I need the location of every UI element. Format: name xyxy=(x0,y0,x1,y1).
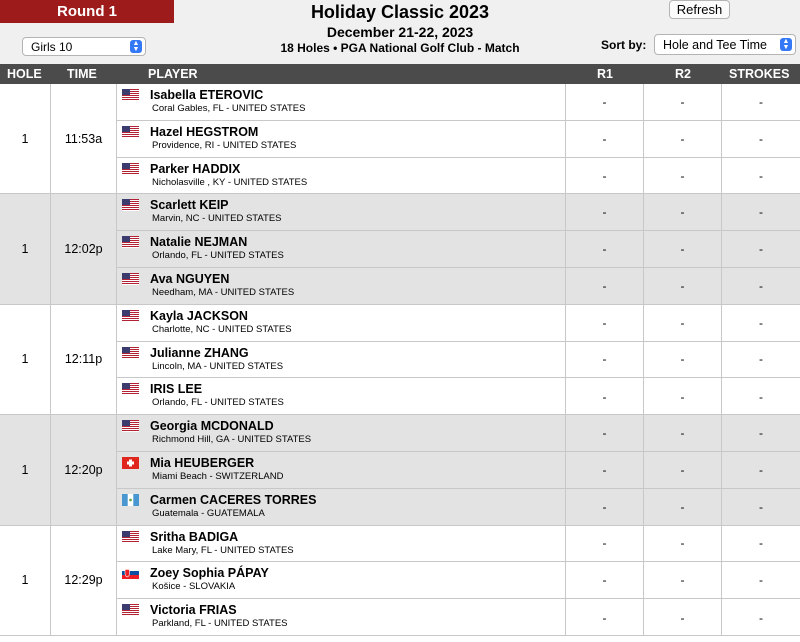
player-name[interactable]: Julianne ZHANG xyxy=(150,345,249,360)
us-flag-icon xyxy=(122,604,139,616)
r1-score: - xyxy=(566,305,644,341)
player-location: Orlando, FL - UNITED STATES xyxy=(152,397,284,409)
us-flag-icon xyxy=(122,236,139,248)
r1-score: - xyxy=(566,489,644,526)
player-location: Nicholasville , KY - UNITED STATES xyxy=(152,176,308,188)
r1-score: - xyxy=(566,562,644,598)
player-cell xyxy=(117,158,566,195)
guatemala-flag-icon xyxy=(122,494,139,506)
player-rows xyxy=(117,194,800,303)
tee-group xyxy=(0,305,800,415)
chevron-updown-icon: ▲ ▼ xyxy=(780,38,792,51)
player-row[interactable] xyxy=(117,526,800,563)
player-cell xyxy=(117,121,566,157)
r1-score: - xyxy=(566,415,644,451)
player-row[interactable] xyxy=(117,121,800,158)
tee-group xyxy=(0,526,800,636)
player-name[interactable]: Parker HADDIX xyxy=(150,161,241,176)
r2-score: - xyxy=(644,194,722,230)
page-header xyxy=(0,0,800,64)
player-row[interactable] xyxy=(117,599,800,636)
player-row[interactable] xyxy=(117,84,800,121)
player-name[interactable]: Victoria FRIAS xyxy=(150,603,237,618)
strokes-score: - xyxy=(759,279,763,294)
strokes-score: - xyxy=(759,389,763,404)
r2-score: - xyxy=(644,305,722,341)
strokes-score: - xyxy=(759,500,763,515)
r1-score: - xyxy=(566,452,644,488)
r2-score: - xyxy=(644,378,722,415)
r1-score: - xyxy=(566,84,644,120)
slovakia-flag-icon xyxy=(122,567,139,579)
player-name[interactable]: Ava NGUYEN xyxy=(150,271,230,286)
time-cell: 12:11p xyxy=(51,305,117,414)
round-tab[interactable]: Round 1 xyxy=(0,0,174,23)
r2-score: - xyxy=(644,121,722,157)
player-location: Lincoln, MA - UNITED STATES xyxy=(152,360,284,372)
player-cell xyxy=(117,194,566,230)
player-row[interactable] xyxy=(117,378,800,415)
column-header-r1[interactable]: R1 xyxy=(597,67,613,81)
strokes-score: - xyxy=(759,242,763,257)
player-row[interactable] xyxy=(117,415,800,452)
strokes-score: - xyxy=(759,426,763,441)
chevron-updown-icon: ▲ ▼ xyxy=(130,40,142,53)
r1-score: - xyxy=(566,121,644,157)
player-location: Richmond Hill, GA - UNITED STATES xyxy=(152,434,312,446)
tournament-title: Holiday Classic 2023 xyxy=(310,2,490,22)
player-rows xyxy=(117,526,800,635)
strokes-score: - xyxy=(759,205,763,220)
player-name[interactable]: Scarlett KEIP xyxy=(150,198,229,213)
r2-score: - xyxy=(644,158,722,195)
strokes-score: - xyxy=(759,94,763,109)
time-cell: 12:20p xyxy=(51,415,117,524)
strokes-score: - xyxy=(759,315,763,330)
player-row[interactable] xyxy=(117,489,800,526)
division-select[interactable] xyxy=(22,37,146,56)
player-row[interactable] xyxy=(117,562,800,599)
player-name[interactable]: Natalie NEJMAN xyxy=(150,235,248,250)
player-rows xyxy=(117,305,800,414)
player-location: Charlotte, NC - UNITED STATES xyxy=(152,323,292,335)
r2-score: - xyxy=(644,489,722,526)
player-location: Parkland, FL - UNITED STATES xyxy=(152,618,288,630)
player-row[interactable] xyxy=(117,231,800,268)
us-flag-icon xyxy=(122,273,139,285)
division-select-value: Girls 10 xyxy=(31,39,73,54)
r1-score: - xyxy=(566,268,644,305)
player-rows xyxy=(117,84,800,193)
column-header-strokes[interactable]: STROKES xyxy=(729,67,790,81)
player-location: Providence, RI - UNITED STATES xyxy=(152,139,297,151)
strokes-score: - xyxy=(759,168,763,183)
player-cell xyxy=(117,489,566,526)
strokes-score: - xyxy=(759,573,763,588)
column-header-player[interactable]: PLAYER xyxy=(148,67,198,81)
us-flag-icon xyxy=(122,126,139,138)
sort-label: Sort by: xyxy=(601,38,647,52)
tournament-dates: December 21-22, 2023 xyxy=(326,24,474,40)
player-cell xyxy=(117,378,566,415)
hole-cell: 1 xyxy=(0,84,51,193)
tee-group xyxy=(0,194,800,304)
time-cell: 12:02p xyxy=(51,194,117,303)
tee-group xyxy=(0,415,800,525)
r1-score: - xyxy=(566,342,644,378)
r2-score: - xyxy=(644,526,722,562)
tee-time-table xyxy=(0,84,800,636)
player-cell xyxy=(117,526,566,562)
r2-score: - xyxy=(644,342,722,378)
strokes-score: - xyxy=(759,610,763,625)
player-cell xyxy=(117,452,566,488)
sort-select[interactable] xyxy=(654,34,796,55)
hole-cell: 1 xyxy=(0,526,51,635)
time-cell: 12:29p xyxy=(51,526,117,635)
r2-score: - xyxy=(644,562,722,598)
r2-score: - xyxy=(644,268,722,305)
player-cell xyxy=(117,231,566,267)
us-flag-icon xyxy=(122,163,139,175)
player-cell xyxy=(117,342,566,378)
player-cell xyxy=(117,268,566,305)
r2-score: - xyxy=(644,84,722,120)
player-name[interactable]: Georgia MCDONALD xyxy=(150,419,274,434)
player-cell xyxy=(117,305,566,341)
r1-score: - xyxy=(566,526,644,562)
us-flag-icon xyxy=(122,199,139,211)
player-location: Guatemala - GUATEMALA xyxy=(152,507,265,519)
strokes-score: - xyxy=(759,536,763,551)
player-location: Lake Mary, FL - UNITED STATES xyxy=(152,544,294,556)
r2-score: - xyxy=(644,599,722,636)
player-row[interactable] xyxy=(117,268,800,305)
player-location: Marvin, NC - UNITED STATES xyxy=(152,213,282,225)
column-header-r2[interactable]: R2 xyxy=(675,67,691,81)
player-cell xyxy=(117,84,566,120)
player-name[interactable]: Mia HEUBERGER xyxy=(150,455,255,470)
r1-score: - xyxy=(566,231,644,267)
player-name[interactable]: IRIS LEE xyxy=(150,382,203,397)
player-name[interactable]: Zoey Sophia PÁPAY xyxy=(150,566,269,581)
player-location: Košice - SLOVAKIA xyxy=(152,581,236,593)
sort-select-value: Hole and Tee Time xyxy=(663,37,767,52)
player-cell xyxy=(117,599,566,636)
player-row[interactable] xyxy=(117,452,800,489)
hole-cell: 1 xyxy=(0,415,51,524)
us-flag-icon xyxy=(122,420,139,432)
player-row[interactable] xyxy=(117,158,800,195)
player-name[interactable]: Isabella ETEROVIC xyxy=(150,88,264,102)
r1-score: - xyxy=(566,158,644,195)
us-flag-icon xyxy=(122,310,139,322)
player-name[interactable]: Hazel HEGSTROM xyxy=(150,124,259,139)
us-flag-icon xyxy=(122,347,139,359)
player-name[interactable]: Carmen CACERES TORRES xyxy=(150,492,317,507)
column-header-hole[interactable]: HOLE xyxy=(7,67,42,81)
player-row[interactable] xyxy=(117,305,800,342)
player-name[interactable]: Sritha BADIGA xyxy=(150,529,239,544)
column-header-time[interactable]: TIME xyxy=(67,67,97,81)
hole-cell: 1 xyxy=(0,194,51,303)
r1-score: - xyxy=(566,194,644,230)
swiss-flag-icon xyxy=(122,457,139,469)
player-row[interactable] xyxy=(117,194,800,231)
r1-score: - xyxy=(566,599,644,636)
r2-score: - xyxy=(644,231,722,267)
tee-group xyxy=(0,84,800,194)
player-location: Needham, MA - UNITED STATES xyxy=(152,286,295,298)
us-flag-icon xyxy=(122,383,139,395)
us-flag-icon xyxy=(122,531,139,543)
player-location: Miami Beach - SWITZERLAND xyxy=(152,470,284,482)
strokes-score: - xyxy=(759,462,763,477)
hole-cell: 1 xyxy=(0,305,51,414)
us-flag-icon xyxy=(122,89,139,101)
r2-score: - xyxy=(644,452,722,488)
refresh-button[interactable]: Refresh xyxy=(669,0,730,19)
player-name[interactable]: Kayla JACKSON xyxy=(150,308,248,323)
strokes-score: - xyxy=(759,352,763,367)
player-cell xyxy=(117,562,566,598)
time-cell: 11:53a xyxy=(51,84,117,193)
player-location: Orlando, FL - UNITED STATES xyxy=(152,250,284,262)
strokes-score: - xyxy=(759,131,763,146)
r1-score: - xyxy=(566,378,644,415)
player-location: Coral Gables, FL - UNITED STATES xyxy=(152,103,306,114)
tournament-subtitle: 18 Holes • PGA National Golf Club - Match xyxy=(280,41,520,55)
r2-score: - xyxy=(644,415,722,451)
player-row[interactable] xyxy=(117,342,800,379)
player-cell xyxy=(117,415,566,451)
player-rows xyxy=(117,415,800,524)
table-header xyxy=(0,64,800,84)
